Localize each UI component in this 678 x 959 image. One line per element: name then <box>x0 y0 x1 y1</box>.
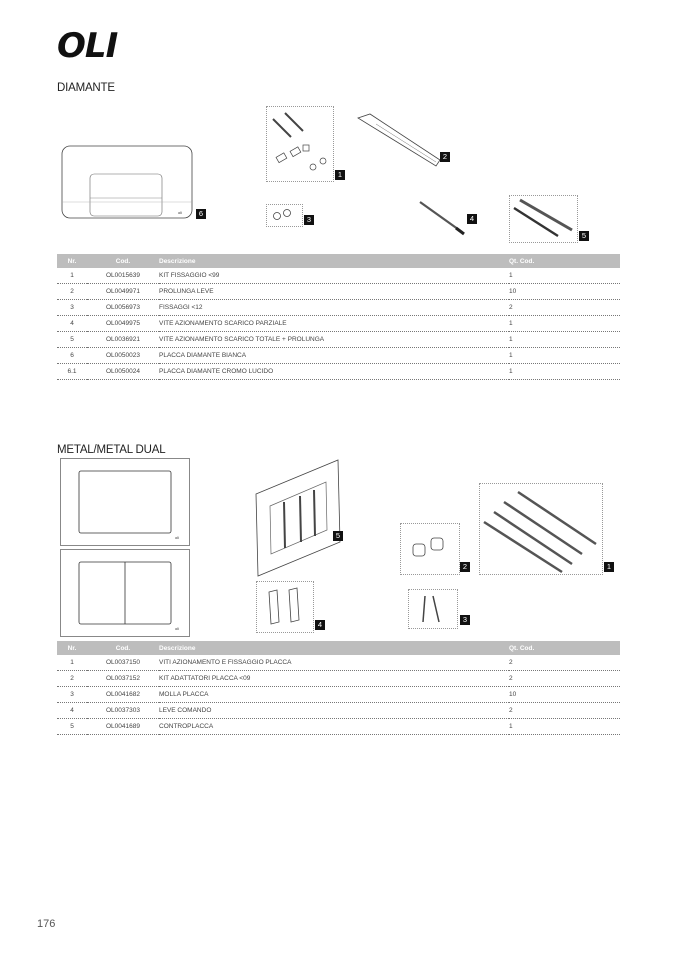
oli-logo: OLI <box>57 26 118 66</box>
diamante-item-2-image <box>356 112 442 170</box>
callout-1: 1 <box>335 170 345 180</box>
diamante-item-4-image <box>416 198 468 238</box>
cell-desc: KIT FISSAGGIO <99 <box>159 268 509 284</box>
callout-metal-2: 2 <box>460 562 470 572</box>
metal-item-4-box <box>256 581 314 633</box>
section-title-metal: METAL/METAL DUAL <box>57 444 166 456</box>
callout-2: 2 <box>440 152 450 162</box>
cell-nr: 3 <box>57 687 87 703</box>
svg-text:oli: oli <box>175 626 180 631</box>
cell-cod: OL0041689 <box>87 719 159 735</box>
cell-qt: 1 <box>509 332 620 348</box>
svg-text:oli: oli <box>175 535 180 540</box>
cell-nr: 5 <box>57 719 87 735</box>
cell-desc: LEVE COMANDO <box>159 703 509 719</box>
cell-qt: 1 <box>509 268 620 284</box>
svg-text:oli: oli <box>178 210 183 215</box>
header-qt: Qt. Cod. <box>509 641 620 655</box>
diamante-plate-image <box>60 144 194 220</box>
cell-desc: MOLLA PLACCA <box>159 687 509 703</box>
cell-qt: 2 <box>509 655 620 671</box>
table-row <box>57 719 620 735</box>
table-row <box>57 268 620 284</box>
table-row <box>57 703 620 719</box>
cell-nr: 1 <box>57 268 87 284</box>
table-row <box>57 348 620 364</box>
cell-qt: 10 <box>509 687 620 703</box>
page-number: 176 <box>37 918 56 930</box>
callout-3: 3 <box>304 215 314 225</box>
diamante-item-1-box <box>266 106 334 182</box>
callout-4: 4 <box>467 214 477 224</box>
table-row <box>57 687 620 703</box>
cell-cod: OL0037150 <box>87 655 159 671</box>
header-descrizione: Descrizione <box>159 641 509 655</box>
diamante-item-5-box <box>509 195 578 243</box>
callout-6: 6 <box>196 209 206 219</box>
header-cod: Cod. <box>87 254 159 268</box>
cell-nr: 6 <box>57 348 87 364</box>
metal-item-3-box <box>408 589 458 629</box>
cell-cod: OL0037152 <box>87 671 159 687</box>
cell-cod: OL0050023 <box>87 348 159 364</box>
table-row <box>57 300 620 316</box>
cell-cod: OL0049975 <box>87 316 159 332</box>
cell-qt: 2 <box>509 300 620 316</box>
cell-qt: 1 <box>509 348 620 364</box>
table-header-row <box>57 254 620 268</box>
cell-nr: 1 <box>57 655 87 671</box>
diamante-item-3-box <box>266 204 303 227</box>
cell-qt: 1 <box>509 364 620 380</box>
cell-cod: OL0049971 <box>87 284 159 300</box>
header-nr: Nr. <box>57 254 87 268</box>
callout-metal-1: 1 <box>604 562 614 572</box>
cell-cod: OL0041682 <box>87 687 159 703</box>
header-nr: Nr. <box>57 641 87 655</box>
callout-5: 5 <box>579 231 589 241</box>
cell-qt: 2 <box>509 671 620 687</box>
cell-nr: 4 <box>57 316 87 332</box>
cell-cod: OL0037303 <box>87 703 159 719</box>
cell-desc: VITI AZIONAMENTO E FISSAGGIO PLACCA <box>159 655 509 671</box>
cell-desc: VITE AZIONAMENTO SCARICO PARZIALE <box>159 316 509 332</box>
cell-nr: 6.1 <box>57 364 87 380</box>
header-cod: Cod. <box>87 641 159 655</box>
cell-nr: 5 <box>57 332 87 348</box>
cell-cod: OL0056973 <box>87 300 159 316</box>
metal-plate-dual <box>60 549 190 637</box>
header-descrizione: Descrizione <box>159 254 509 268</box>
table-row <box>57 332 620 348</box>
table-row <box>57 655 620 671</box>
cell-desc: FISSAGGI <12 <box>159 300 509 316</box>
section-title-diamante: DIAMANTE <box>57 82 115 94</box>
cell-cod: OL0015639 <box>87 268 159 284</box>
cell-nr: 3 <box>57 300 87 316</box>
table-row <box>57 671 620 687</box>
cell-qt: 2 <box>509 703 620 719</box>
table-row <box>57 284 620 300</box>
callout-metal-5: 5 <box>333 531 343 541</box>
cell-qt: 10 <box>509 284 620 300</box>
diamante-parts-table <box>57 254 620 380</box>
table-row <box>57 364 620 380</box>
cell-nr: 2 <box>57 671 87 687</box>
cell-cod: OL0036921 <box>87 332 159 348</box>
cell-desc: PLACCA DIAMANTE CROMO LUCIDO <box>159 364 509 380</box>
cell-qt: 1 <box>509 719 620 735</box>
header-qt: Qt. Cod. <box>509 254 620 268</box>
cell-cod: OL0050024 <box>87 364 159 380</box>
callout-metal-4: 4 <box>315 620 325 630</box>
cell-nr: 4 <box>57 703 87 719</box>
cell-desc: PROLUNGA LEVE <box>159 284 509 300</box>
cell-desc: PLACCA DIAMANTE BIANCA <box>159 348 509 364</box>
metal-plate-single <box>60 458 190 546</box>
cell-qt: 1 <box>509 316 620 332</box>
cell-desc: KIT ADATTATORI PLACCA <09 <box>159 671 509 687</box>
metal-item-5-image <box>252 458 342 578</box>
table-row <box>57 316 620 332</box>
cell-nr: 2 <box>57 284 87 300</box>
cell-desc: CONTROPLACCA <box>159 719 509 735</box>
metal-item-1-box <box>479 483 603 575</box>
callout-metal-3: 3 <box>460 615 470 625</box>
table-header-row <box>57 641 620 655</box>
cell-desc: VITE AZIONAMENTO SCARICO TOTALE + PROLUNGA <box>159 332 509 348</box>
metal-parts-table <box>57 641 620 735</box>
metal-item-2-box <box>400 523 460 575</box>
